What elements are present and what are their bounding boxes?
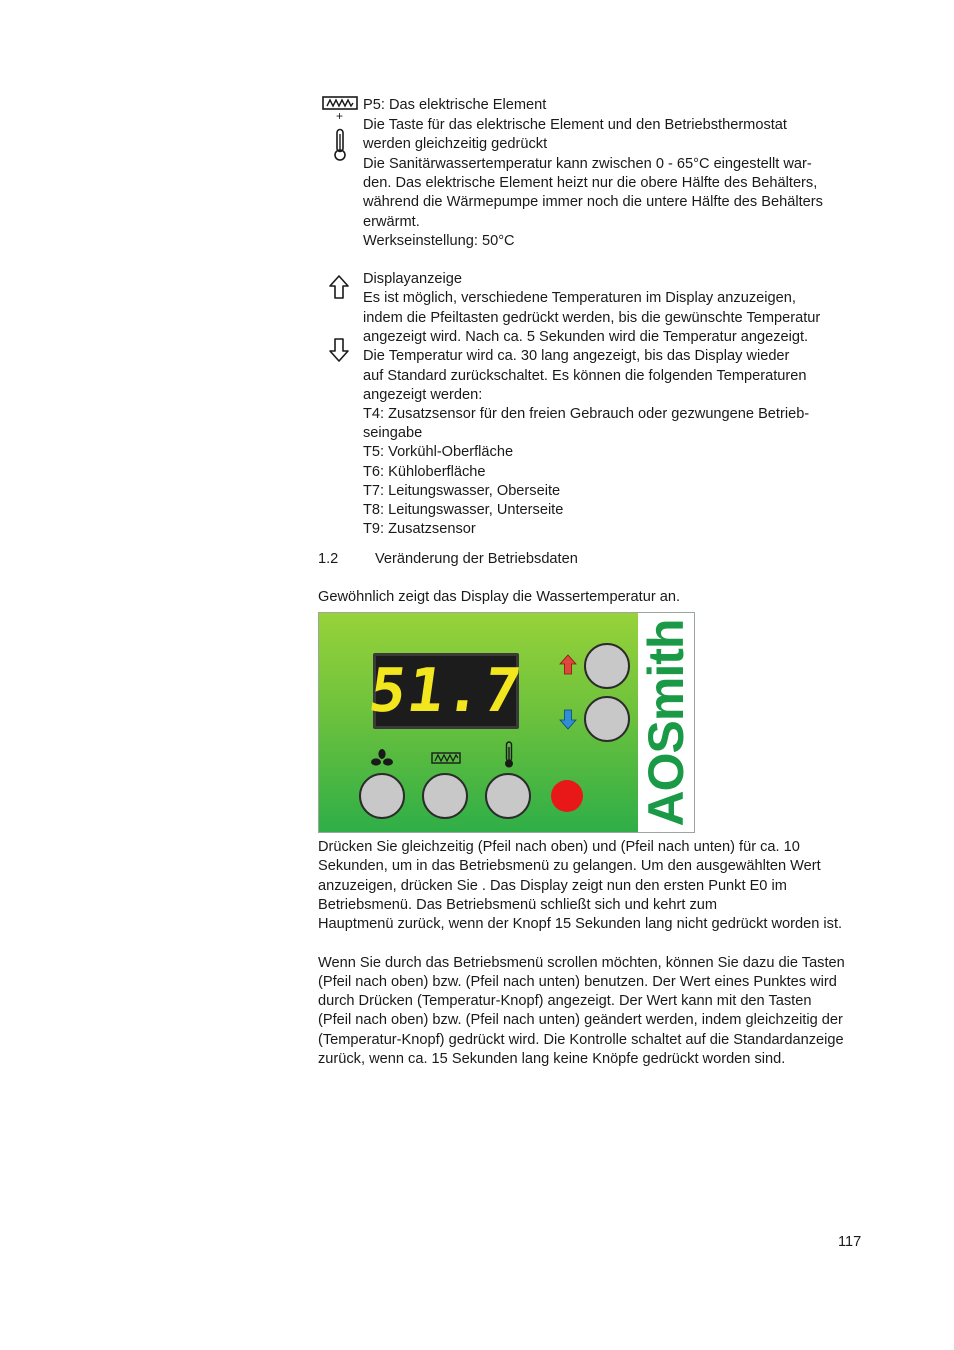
brand-logo-text: AOSmith	[638, 619, 694, 826]
thermometer-icon	[332, 128, 348, 162]
display-line: T5: Vorkühl-Oberfläche	[363, 444, 514, 460]
paragraph-line: (Temperatur-Knopf) gedrückt wird. Die Kontrolle schaltet auf die Standardanzeige	[318, 1032, 844, 1048]
p5-line: erwärmt.	[363, 214, 420, 230]
p5-line: P5: Das elektrische Element	[363, 97, 547, 113]
display-value: 51.7	[364, 656, 528, 726]
display-line: indem die Pfeiltasten gedrückt werden, bis die gewünschte Temperatur	[363, 310, 821, 326]
display-line: angezeigt wird. Nach ca. 5 Sekunden wird die Temperatur angezeigt.	[363, 329, 809, 345]
paragraph-line: Wenn Sie durch das Betriebsmenü scrollen möchten, können Sie dazu die Tasten	[318, 955, 845, 971]
fan-button[interactable]	[359, 773, 405, 819]
thermostat-button[interactable]	[485, 773, 531, 819]
arrow-down-icon	[328, 337, 350, 363]
paragraph-line: (Pfeil nach oben) bzw. (Pfeil nach unten) geändert werden, indem gleichzeitig der	[318, 1012, 843, 1028]
status-led	[551, 780, 583, 812]
paragraph-line: Hauptmenü zurück, wenn der Knopf 15 Sekunden lang nicht gedrückt worden ist.	[318, 916, 843, 932]
paragraph-line: Drücken Sie gleichzeitig (Pfeil nach oben) und (Pfeil nach unten) für ca. 10	[318, 839, 800, 855]
display-line: Displayanzeige	[363, 271, 462, 287]
display-line: Es ist möglich, verschiedene Temperaturen im Display anzuzeigen,	[363, 290, 796, 306]
section-number: 1.2	[318, 551, 339, 567]
heating-element-button[interactable]	[422, 773, 468, 819]
page-number: 117	[838, 1234, 862, 1250]
display-line: T6: Kühloberfläche	[363, 464, 486, 480]
temperature-display	[364, 653, 528, 729]
p5-line: Die Sanitärwassertemperatur kann zwischen 0 - 65°C eingestellt war-	[363, 156, 812, 172]
thermometer-icon	[503, 741, 515, 769]
p5-line: den. Das elektrische Element heizt nur die obere Hälfte des Behälters,	[363, 175, 818, 191]
arrow-up-icon	[559, 654, 577, 676]
arrow-up-icon	[328, 274, 350, 300]
p5-line: Werkseinstellung: 50°C	[363, 233, 515, 249]
heating-element-icon	[431, 751, 461, 765]
display-line: Die Temperatur wird ca. 30 lang angezeigt, bis das Display wieder	[363, 348, 790, 364]
intro-text: Gewöhnlich zeigt das Display die Wassertemperatur an.	[318, 589, 681, 605]
section-title: Veränderung der Betriebsdaten	[375, 551, 578, 567]
display-line: T7: Leitungswasser, Oberseite	[363, 483, 561, 499]
p5-line: während die Wärmepumpe immer noch die untere Hälfte des Behälters	[363, 194, 823, 210]
paragraph-line: (Pfeil nach oben) bzw. (Pfeil nach unten) benutzen. Der Wert eines Punktes wird	[318, 974, 837, 990]
paragraph-line: durch Drücken (Temperatur-Knopf) angezeigt. Der Wert kann mit den Tasten	[318, 993, 812, 1009]
paragraph-line: Betriebsmenü. Das Betriebsmenü schließt sich und kehrt zum	[318, 897, 718, 913]
p5-line: werden gleichzeitig gedrückt	[363, 136, 548, 152]
plus-icon: +	[336, 109, 344, 123]
fan-icon	[371, 749, 393, 767]
p5-line: Die Taste für das elektrische Element und den Betriebsthermostat	[363, 117, 787, 133]
control-panel	[318, 612, 695, 833]
arrow-down-button[interactable]	[584, 696, 630, 742]
display-line: angezeigt werden:	[363, 387, 483, 403]
paragraph-line: Sekunden, um in das Betriebsmenü zu gelangen. Um den ausgewählten Wert	[318, 858, 821, 874]
display-line: seingabe	[363, 425, 423, 441]
arrow-up-button[interactable]	[584, 643, 630, 689]
display-line: T4: Zusatzsensor für den freien Gebrauch oder gezwungene Betrieb-	[363, 406, 810, 422]
arrow-down-icon	[559, 708, 577, 730]
paragraph-line: zurück, wenn ca. 15 Sekunden lang keine Knöpfe gedrückt worden sind.	[318, 1051, 786, 1067]
paragraph-line: anzuzeigen, drücken Sie . Das Display zeigt nun den ersten Punkt E0 im	[318, 878, 787, 894]
display-line: auf Standard zurückschaltet. Es können die folgenden Temperaturen	[363, 368, 807, 384]
display-line: T8: Leitungswasser, Unterseite	[363, 502, 564, 518]
display-line: T9: Zusatzsensor	[363, 521, 476, 537]
brand-logo	[638, 613, 694, 832]
